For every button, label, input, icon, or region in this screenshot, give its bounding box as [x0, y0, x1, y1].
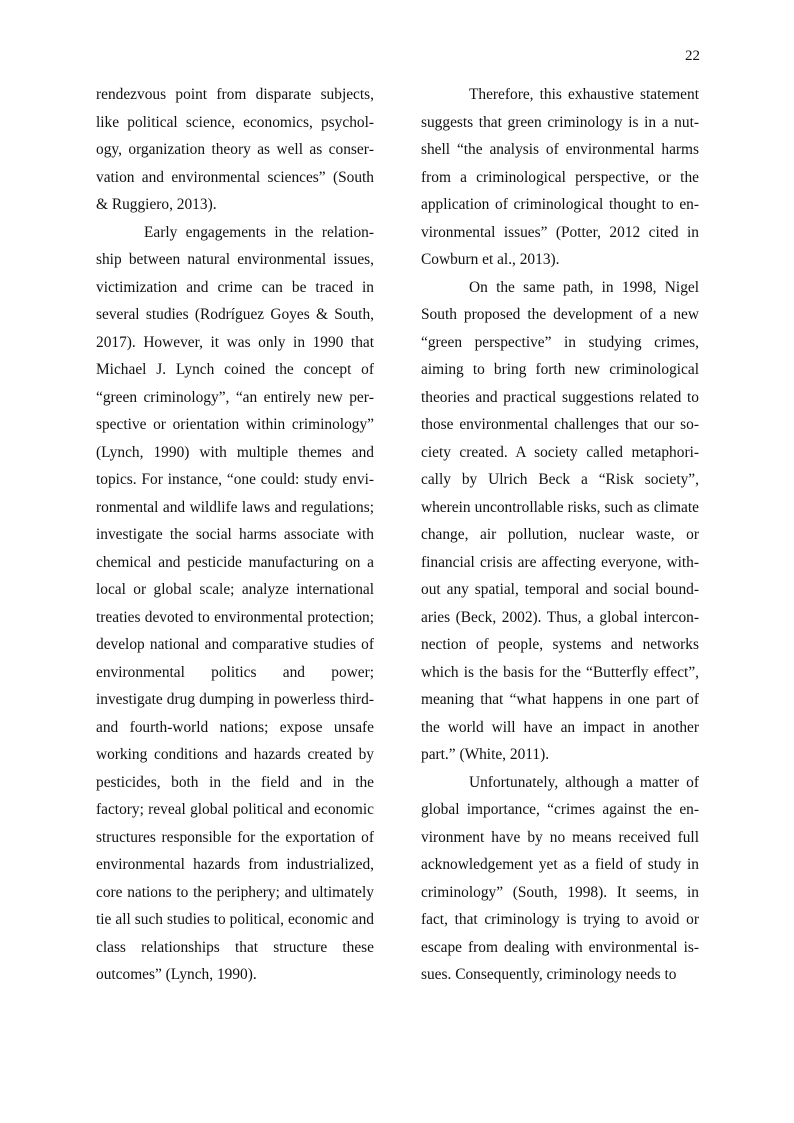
right-column	[421, 81, 699, 989]
right-paragraph-3: Unfortunately, although a matter of global importance, “crimes against the environment have by no means received full acknowledgement yet as a field of study in criminology” (South, 1998). It seems, in fact, that criminology is trying to avoid or escape from dealing with environmental issues. Consequently, criminology needs to	[421, 773, 699, 983]
left-paragraph-1: rendezvous point from disparate subjects, like political science, economics, psychology, organization theory as well as conservation and environmental sciences” (South & Ruggiero, 2013).	[96, 86, 374, 213]
right-paragraph-2: On the same path, in 1998, Nigel South proposed the development of a new “green perspective” in studying crimes, aiming to bring forth new criminological theories and practical suggestions related to those environmental challenges that our society created. A society called metaphorically by Ulrich Beck a “Risk society”, wherein uncontrollable risks, such as climate change, air pollution, nuclear waste, or financial crisis are affecting everyone, without any spatial, temporal and social boundaries (Beck, 2002). Thus, a global interconnection of people, systems and networks which is the basis for the “Butterfly effect”, meaning that “what happens in one part of the world will have an impact in another part.” (White, 2011).	[421, 278, 699, 763]
right-paragraph-1: Therefore, this exhaustive statement suggests that green criminology is in a nutshell “the analysis of environmental harms from a criminological perspective, or the application of criminological thought to environmental issues” (Potter, 2012 cited in Cowburn et al., 2013).	[421, 86, 699, 268]
page-number: 22	[685, 48, 700, 64]
left-column	[96, 81, 374, 989]
left-paragraph-2: Early engagements in the relationship between natural environmental issues, victimization and crime can be traced in several studies (Rodríguez Goyes & South, 2017). However, it was only in 1990 that Michael J. Lynch coined the concept of “green criminology”, “an entirely new perspective or orientation within criminology” (Lynch, 1990) with multiple themes and topics. For instance, “one could: study environmental and wildlife laws and regulations; investigate the social harms associate with chemical and pesticide manufacturing on a local or global scale; analyze international treaties devoted to environmental protection; develop national and comparative studies of environmental politics and power; investigate drug dumping in powerless third-and fourth-world nations; expose unsafe working conditions and hazards created by pesticides, both in the field and in the factory; reveal global political and economic structures responsible for the exportation of environmental hazards from industrialized, core nations to the periphery; and ultimately tie all such studies to political, economic and class relationships that structure these outcomes” (Lynch, 1990).	[96, 223, 374, 983]
